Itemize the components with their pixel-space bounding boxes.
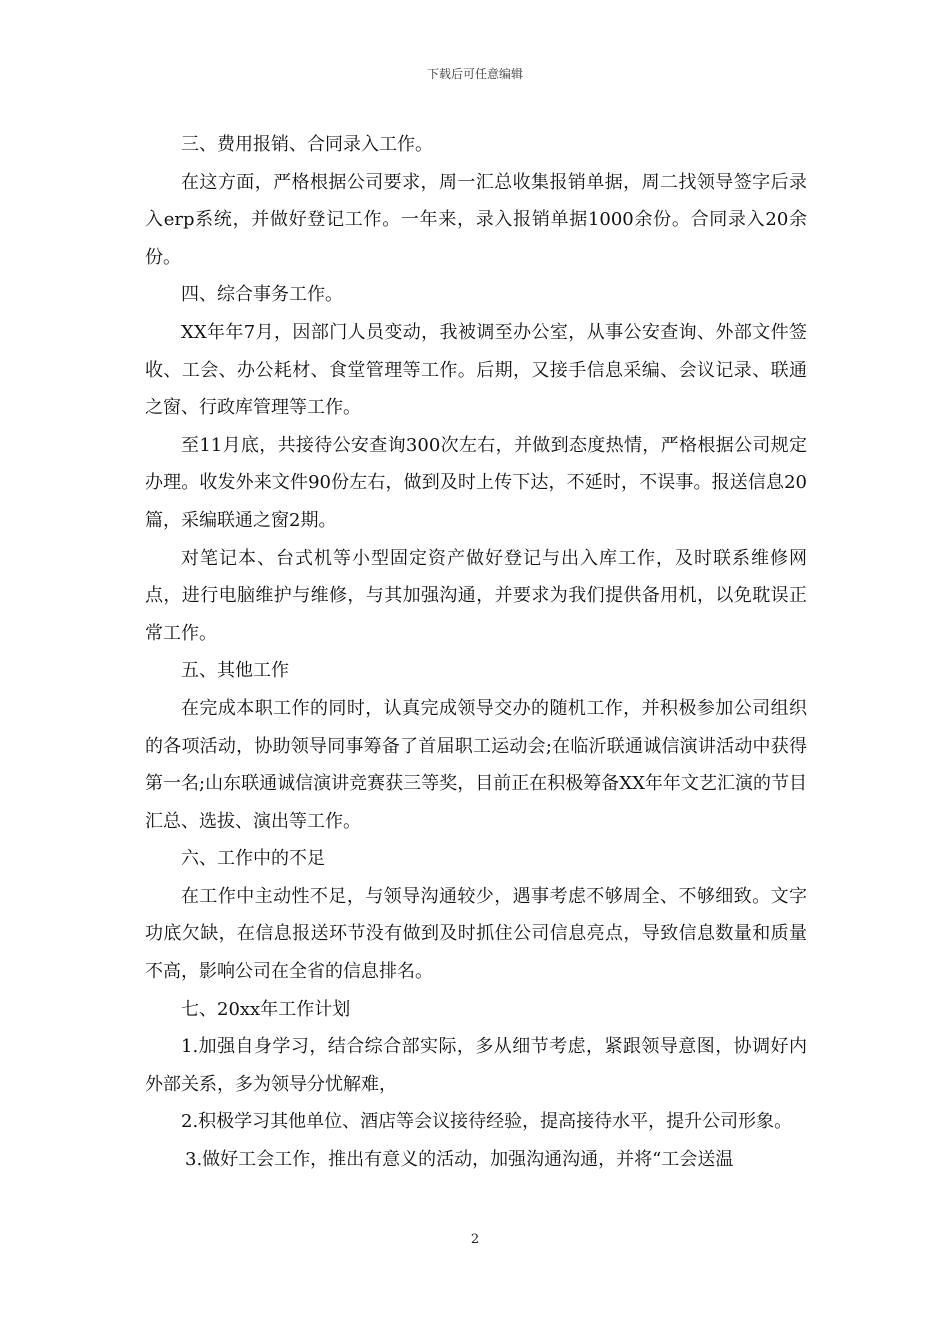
document-body [145,126,807,1179]
paragraph-expense: 在这方面，严格根据公司要求，周一汇总收集报销单据，周二找领导签字后录入erp系统，并做好登记工作。一年来，录入报销单据1000余份。合同录入20余份。 [145,171,807,268]
section-heading-shortcomings: 六、工作中的不足 [181,848,325,870]
paragraph-assets: 对笔记本、台式机等小型固定资产做好登记与出入库工作，及时联系维修网点，进行电脑维护与维修，与其加强沟通，并要求为我们提供备用机，以免耽误正常工作。 [145,547,807,644]
plan-item-1: 1.加强自身学习，结合综合部实际，多从细节考虑，紧跟领导意图，协调好内外部关系，多为领导分忧解难， [145,1036,807,1095]
page-number: 2 [470,1232,480,1247]
paragraph-statistics: 至11月底，共接待公安查询300次左右，并做到态度热情，严格根据公司规定办理。收发外来文件90份左右，做到及时上传下达，不延时，不误事。报送信息20篇，采编联通之窗2期。 [145,434,807,531]
plan-item-3: 3.做好工会工作，推出有意义的活动，加强沟通沟通，并将“工会送温 [185,1149,734,1171]
section-heading-expense: 三、费用报销、合同录入工作。 [181,134,433,155]
section-heading-other-work: 五、其他工作 [181,660,289,682]
section-heading-work-plan: 七、20xx年工作计划 [181,998,351,1020]
page-header: 下载后可任意编辑 [426,67,523,81]
plan-item-2: 2.积极学习其他单位、酒店等会议接待经验，提高接待水平，提升公司形象。 [181,1111,793,1133]
section-heading-general-affairs: 四、综合事务工作。 [181,284,343,306]
paragraph-transfer: XX年年7月，因部门人员变动，我被调至办公室，从事公安查询、外部文件签收、工会、办公耗材、食堂管理等工作。后期，又接手信息采编、会议记录、联通之窗、行政库管理等工作。 [145,321,807,419]
paragraph-other-work: 在完成本职工作的同时，认真完成领导交办的随机工作，并积极参加公司组织的各项活动，协助领导同事筹备了首届职工运动会;在临沂联通诚信演讲活动中获得第一名;山东联通诚信演讲竞赛获三等奖，目前正在积极筹备XX年年文艺汇演的节目汇总、选拔、演出等工作。 [145,697,807,832]
paragraph-shortcomings: 在工作中主动性不足，与领导沟通较少，遇事考虑不够周全、不够细致。文字功底欠缺，在信息报送环节没有做到及时抓住公司信息亮点，导致信息数量和质量不高，影响公司在全省的信息排名。 [145,885,807,983]
